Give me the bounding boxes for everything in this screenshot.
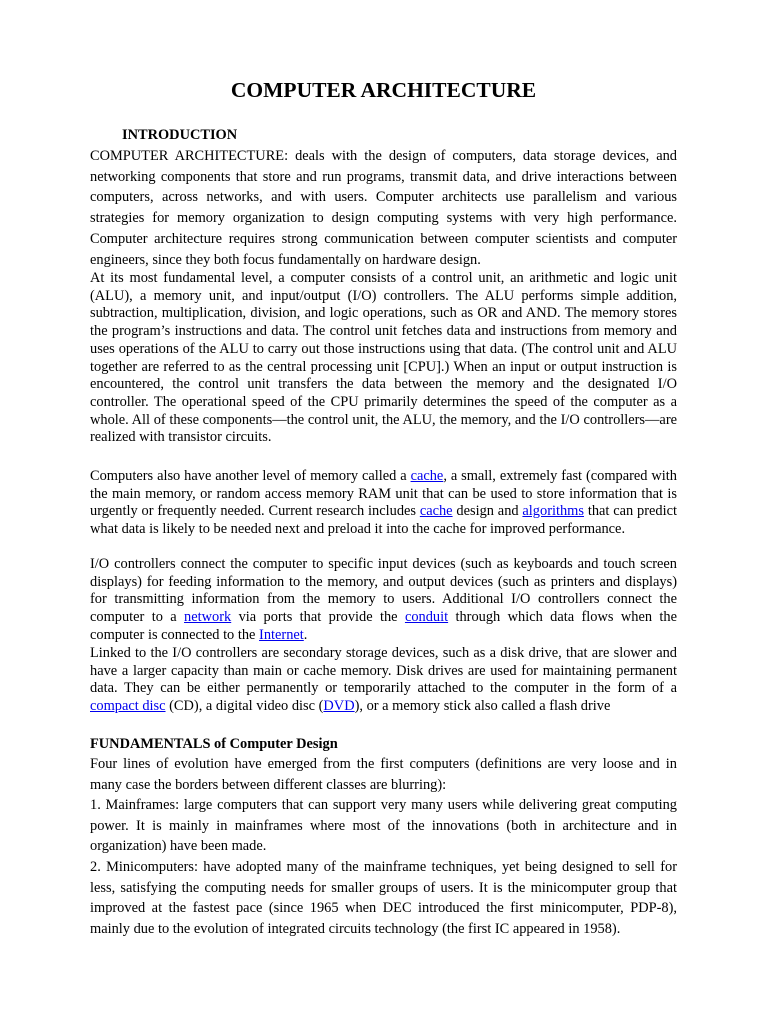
text-span: Linked to the I/O controllers are secondary storage devices, such as a disk drive, that are slower and have a larger capacity than main or cache memory. Disk drives are used for maintaining permanent data. They can be either permanently or temporarily attached to the computer in the form of a xyxy=(90,645,677,697)
fundamentals-heading: FUNDAMENTALS of Computer Design xyxy=(90,736,338,752)
text-span: Computers also have another level of memory called a xyxy=(90,468,411,484)
text-span: I/O controllers connect the computer to specific input devices (such as keyboards and touch screen displays) for feeding information to the memory, and output devices (such as printers and displays) for transmitting information from the memory to users. Additional I/O controllers connect the computer to a xyxy=(90,556,677,626)
paragraph-cache xyxy=(90,468,677,539)
paragraph-secondary-storage xyxy=(90,645,677,716)
text-span: ), or a memory stick also called a flash drive xyxy=(354,698,611,715)
link-algorithms[interactable]: algorithms xyxy=(522,503,584,520)
text-span: that can predict what data is likely to be needed next and preload it into the cache for improved performance. xyxy=(90,503,677,538)
introduction-heading: INTRODUCTION xyxy=(122,127,238,143)
text-span: through which data flows when the computer is connected to the xyxy=(90,609,677,643)
text-span: design and xyxy=(452,503,523,520)
paragraph-minicomputers: 2. Minicomputers: have adopted many of the mainframe techniques, yet being designed to sell for less, satisfying the computing needs for smaller groups of users. It is the minicomputer group that improved at the fastest pace (since 1965 when DEC introduced the first minicomputer, PDP-8), mainly due to the evolution of integrated circuits technology (the first IC appeared in 1958). xyxy=(90,859,677,938)
link-cache-design[interactable]: cache xyxy=(419,503,453,520)
link-network[interactable]: network xyxy=(184,609,232,626)
link-cache[interactable]: cache xyxy=(410,468,444,484)
link-compact-disc[interactable]: compact disc xyxy=(90,698,166,715)
paragraph-io-controllers xyxy=(90,556,677,645)
text-span: (CD), a digital video disc ( xyxy=(165,698,324,715)
paragraph-fundamental-level: At its most fundamental level, a computer consists of a control unit, an arithmetic and logic unit (ALU), a memory unit, and input/output (I/O) controllers. The ALU performs simple addition, subtraction, multiplication, division, and logic operations, such as OR and AND. The memory stores the program’s instructions and data. The control unit fetches data and instructions from memory and uses operations of the ALU to carry out those instructions using that data. (The control unit and ALU together are referred to as the central processing unit [CPU].) When an input or output instruction is encountered, the control unit transfers the data between the memory and the designated I/O controller. The operational speed of the CPU primarily determines the speed of the computer as a whole. All of these components—the control unit, the ALU, the memory, and the I/O controllers—are realized with transistor circuits. xyxy=(90,270,677,446)
link-conduit[interactable]: conduit xyxy=(404,609,449,626)
document-title: COMPUTER ARCHITECTURE xyxy=(230,78,537,102)
paragraph-evolution: Four lines of evolution have emerged from the first computers (definitions are very loose and in many case the borders between different classes are blurring): xyxy=(90,756,677,793)
paragraph-mainframes: 1. Mainframes: large computers that can support very many users while delivering great computing power. It is mainly in mainframes where most of the innovations (both in architecture and in organization) have been made. xyxy=(90,797,677,855)
text-span: . xyxy=(303,626,308,643)
paragraph-definition: COMPUTER ARCHITECTURE: deals with the design of computers, data storage devices, and networking components that store and run programs, transmit data, and drive interactions between computers, across networks, and with users. Computer architects use parallelism and various strategies for memory organization to design computing systems with very high performance. Computer architecture requires strong communication between computer scientists and computer engineers, since they both focus fundamentally on hardware design. xyxy=(90,148,677,268)
text-span: , a small, extremely fast (compared with the main memory, or random access memory RAM unit that can be used to store information that is urgently or frequently needed. Current research includes xyxy=(90,468,677,520)
link-internet[interactable]: Internet xyxy=(259,626,304,643)
text-span: via ports that provide the xyxy=(231,609,405,626)
link-dvd[interactable]: DVD xyxy=(323,698,355,715)
